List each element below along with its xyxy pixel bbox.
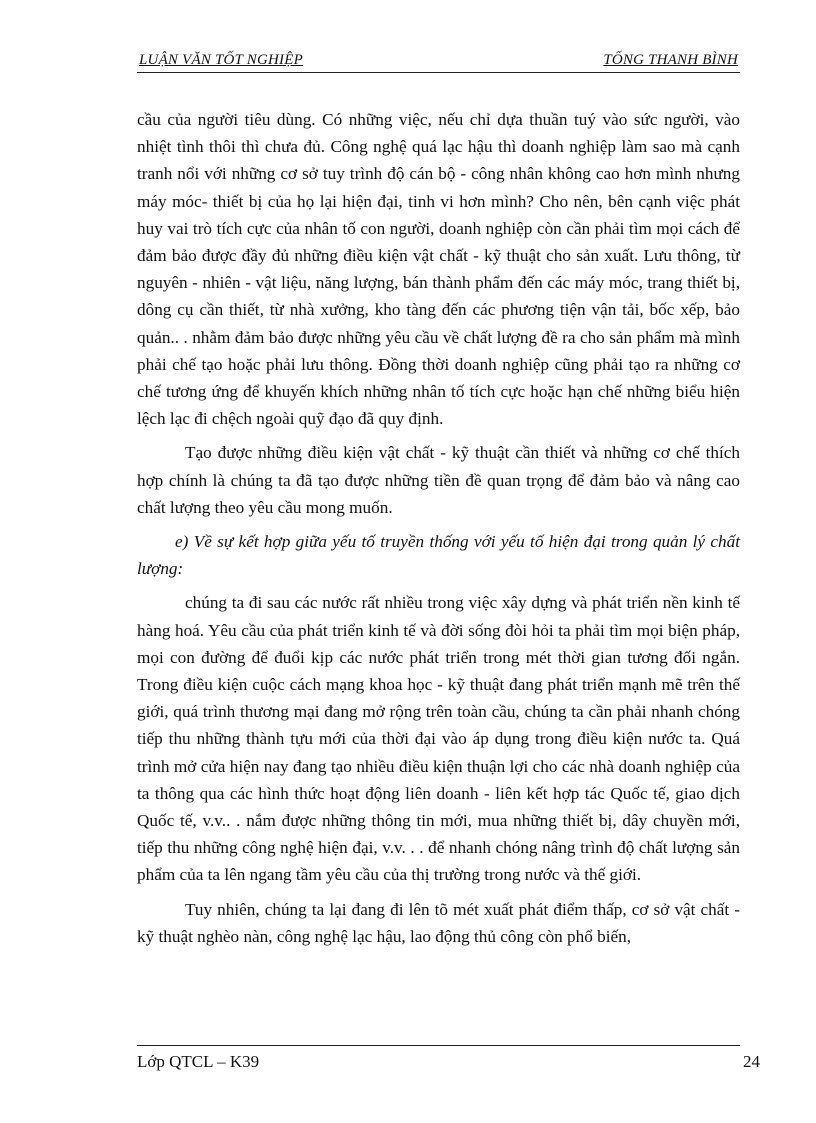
header-author-name: TỐNG THANH BÌNH [603,52,738,68]
paragraph-2: Tạo được những điều kiện vật chất - kỹ thuật cần thiết và những cơ chế thích hợp chính là chúng ta đã tạo được những tiền đề quan trọng để đảm bảo và nâng cao chất lượng theo yêu cầu mong muốn. [137,443,740,517]
paragraph-3: chúng ta đi sau các nước rất nhiều trong việc xây dựng và phát triển nền kinh tế hàng hoá. Yêu cầu của phát triển kinh tế và đời sống đòi hỏi ta phải tìm mọi biện pháp, mọi con đường để đuổi kịp các nước phát triển trong mét thời gian tương đối ngắn. Trong điều kiện cuộc cách mạng khoa học - kỹ thuật đang phát triển mạnh mẽ trên thế giới, quá trình thương mại đang mở rộng trên toàn cầu, chúng ta cần phải nhanh chóng tiếp thu những thành tựu mới của thời đại vào áp dụng trong điều kiện nước ta. Quá trình mở cửa hiện nay đang tạo nhiều điều kiện thuận lợi cho các nhà doanh nghiệp của ta thông qua các hình thức hoạt động liên doanh - liên kết hợp tác Quốc tế, giao dịch Quốc tế, v.v.. . nắm được những thông tin mới, mua những thiết bị, dây chuyền mới, tiếp thu những công nghệ hiện đại, v.v. . . để nhanh chóng nâng trình độ chất lượng sản phẩm của ta lên ngang tầm yêu cầu của thị trường trong nước và thế giới. [137,593,740,885]
paragraph-4: Tuy nhiên, chúng ta lại đang đi lên tõ mét xuất phát điểm thấp, cơ sở vật chất - kỹ thuật nghèo nàn, công nghệ lạc hậu, lao động thủ công còn phổ biến, [137,899,740,946]
footer-class-label: Lớp QTCL – K39 [137,1052,260,1071]
header-thesis-title: LUẬN VĂN TỐT NGHIỆP [139,52,303,68]
body-text [137,106,740,950]
paragraph-1: cầu của người tiêu dùng. Có những việc, nếu chỉ dựa thuần tuý vào sức người, vào nhiệt tình thôi thì chưa đủ. Công nghệ quá lạc hậu thì doanh nghiệp làm sao mà cạnh tranh nổi với những cơ sở tuy trình độ cán bộ - công nhân không cao hơn mình nhưng máy móc- thiết bị của họ lại hiện đại, tinh vi hơn mình? Cho nên, bên cạnh việc phát huy vai trò tích cực của nhân tố con người, doanh nghiệp còn cần phải tìm mọi cách để đảm bảo được đầy đủ những điều kiện vật chất - kỹ thuật cho sản xuất. Lưu thông, từ nguyên - nhiên - vật liệu, năng lượng, bán thành phẩm đến các máy móc, trang thiết bị, dông cụ cần thiết, từ nhà xưởng, kho tàng đến các phương tiện vận tải, bốc xếp, bảo quản.. . nhằm đảm bảo được những yêu cầu về chất lượng đề ra cho sản phẩm mà mình phải chế tạo hoặc phải lưu thông. Đồng thời doanh nghiệp cũng phải tạo ra những cơ chế tương ứng để khuyến khích những nhân tố tích cực hoặc hạn chế những biểu hiện lệch lạc đi chệch ngoài quỹ đạo đã quy định. [137,110,740,429]
footer-divider [137,1045,740,1046]
page-number: 24 [743,1052,760,1071]
page-header [137,50,740,73]
section-heading-e: e) Về sự kết hợp giữa yếu tố truyền thống với yếu tố hiện đại trong quản lý chất lượng: [137,532,740,579]
